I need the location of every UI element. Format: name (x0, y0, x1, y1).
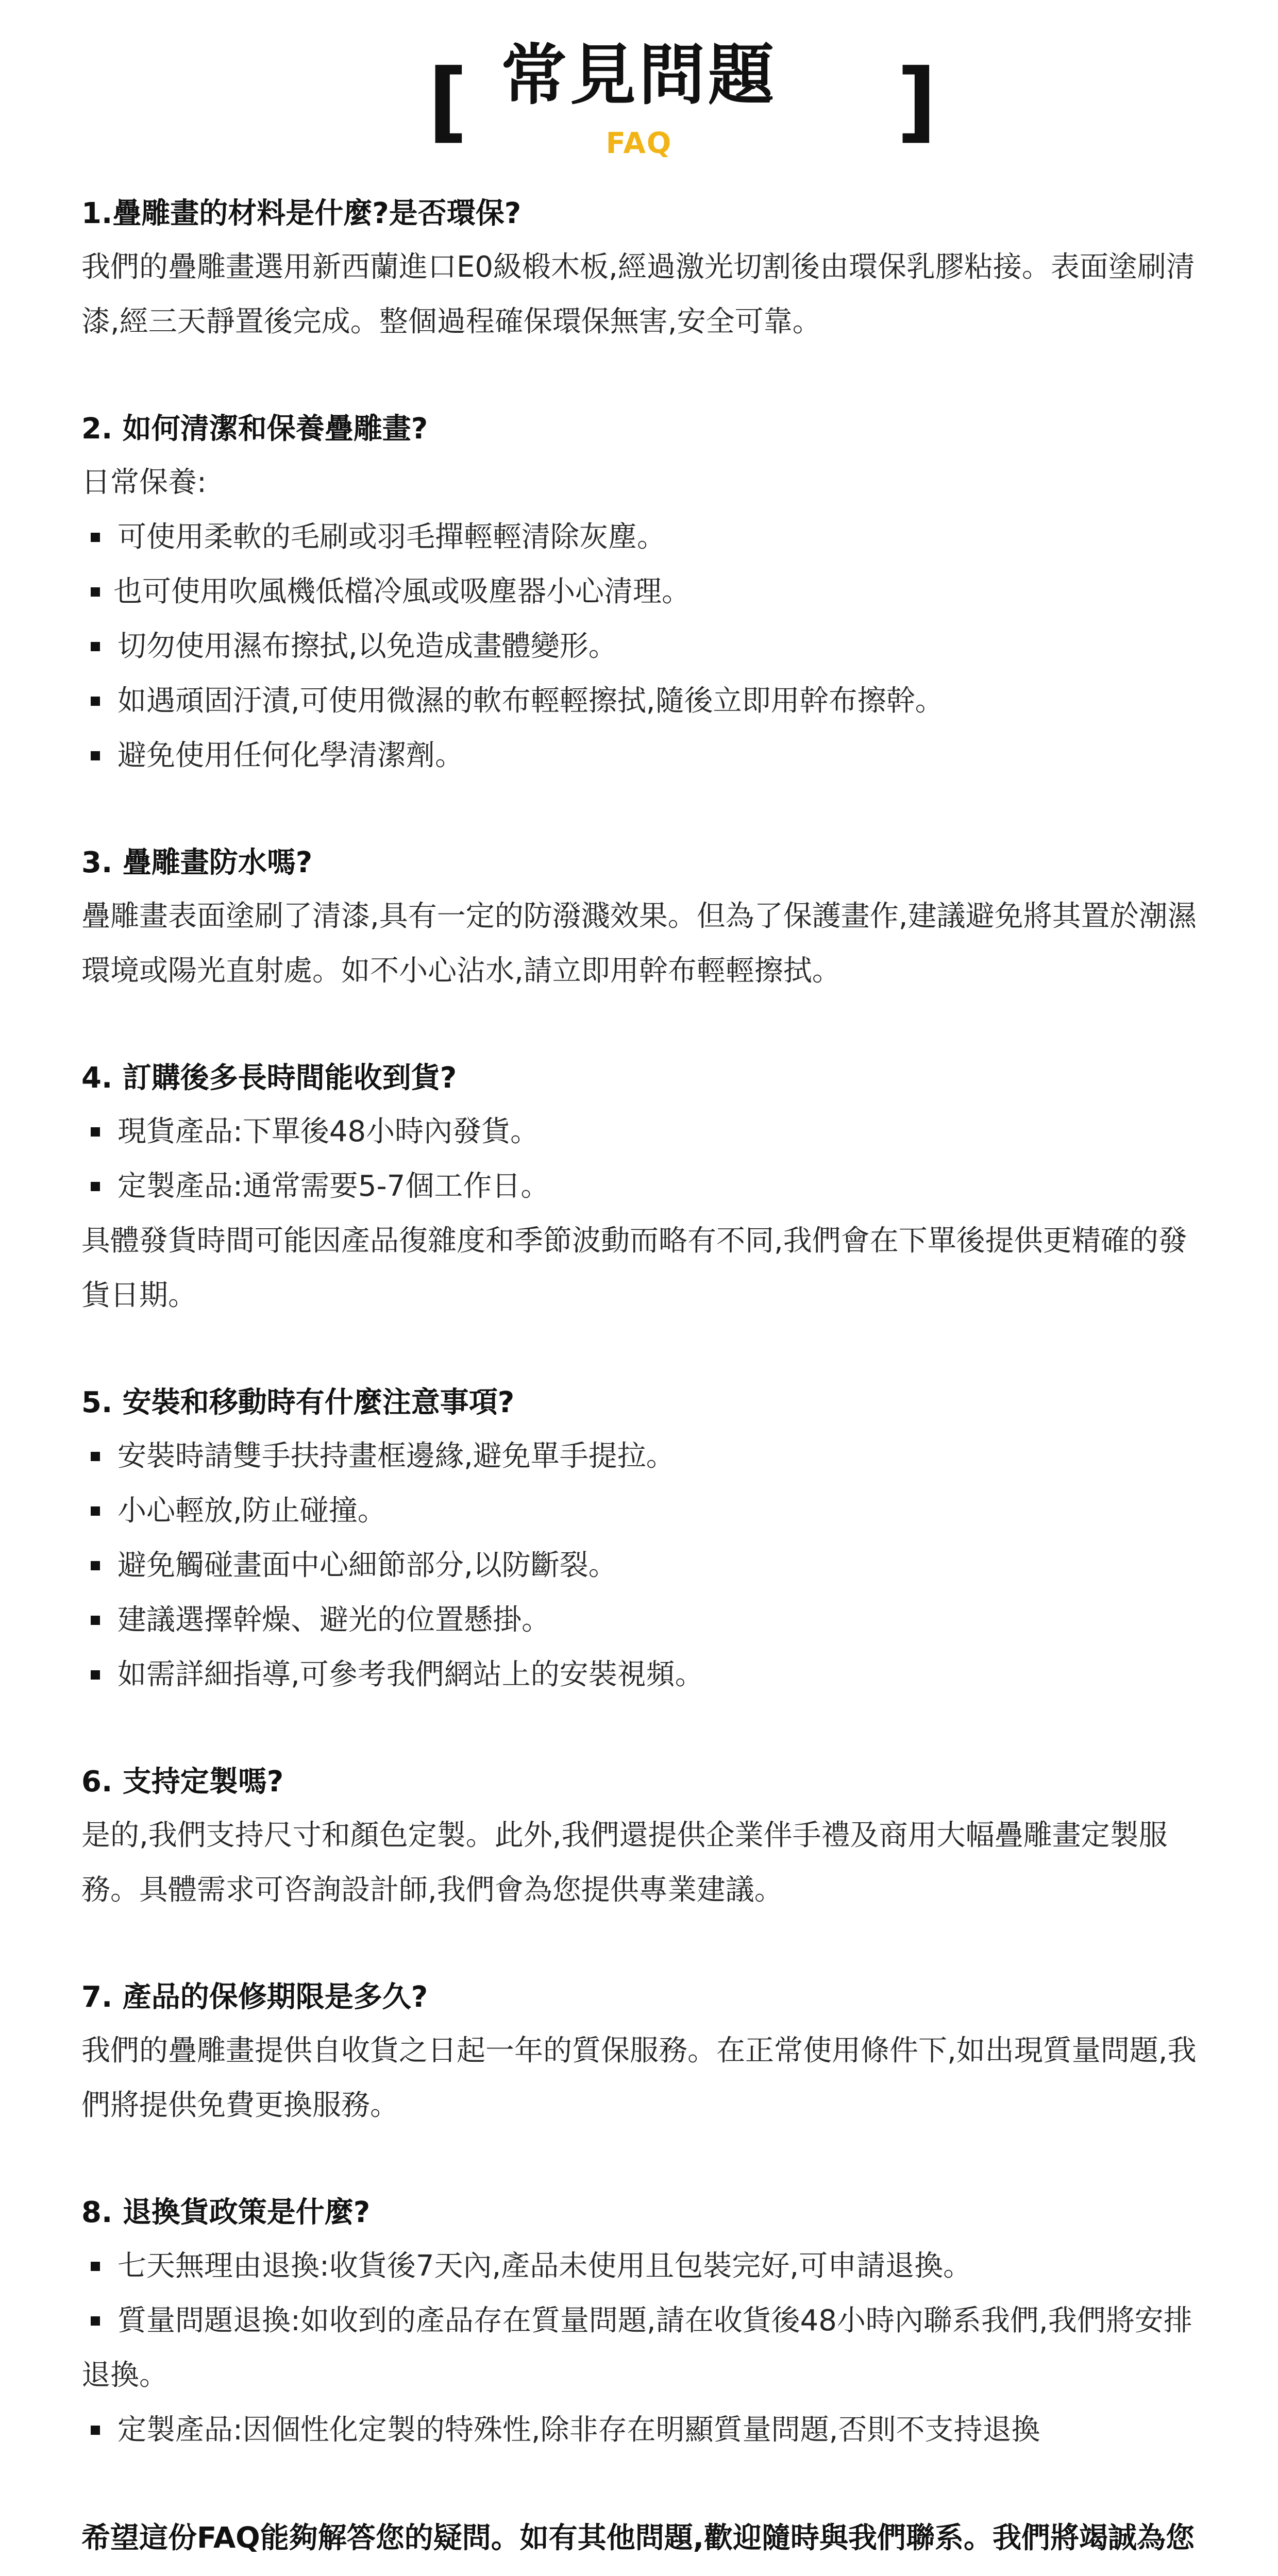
bullet-item (81, 619, 1197, 674)
faq-item (81, 1052, 1197, 1323)
faq-answer-note: 具體發貨時間可能因產品復雜度和季節波動而略有不同,我們會在下單後提供更精確的發貨日期。 (81, 1224, 1187, 1312)
bullet-text: 如需詳細指導,可參考我們網站上的安裝視頻。 (117, 1658, 704, 1691)
bullet-text: 建議選擇幹燥、避光的位置懸掛。 (117, 1603, 550, 1637)
bullet-item (81, 1484, 1197, 1538)
bullet-icon (91, 1561, 100, 1570)
bullet-item (81, 1105, 1197, 1159)
faq-answer-intro: 日常保養: (81, 466, 207, 499)
bullet-icon (91, 533, 100, 542)
bullet-icon (91, 1670, 100, 1680)
faq-list (81, 188, 1197, 2576)
faq-item (81, 1377, 1197, 1702)
faq-item (81, 188, 1197, 349)
faq-question: 2. 如何清潔和保養疊雕畫? (81, 412, 428, 446)
bullet-text: 避免使用任何化學清潔劑。 (117, 739, 464, 772)
bullet-item (81, 2403, 1197, 2458)
bullet-text: 避免觸碰畫面中心細節部分,以防斷裂。 (117, 1549, 617, 1582)
faq-question: 1.疊雕畫的材料是什麼?是否環保? (81, 197, 522, 230)
bullet-text: 也可使用吹風機低檔冷風或吸塵器小心清理。 (113, 575, 691, 608)
bullet-item (81, 565, 1197, 619)
bullet-item (81, 1159, 1197, 1214)
bullet-icon (91, 1182, 100, 1191)
bullet-item (81, 1593, 1197, 1648)
faq-question: 3. 疊雕畫防水嗎? (81, 846, 313, 879)
faq-closing-block (81, 2511, 1197, 2576)
bullet-icon (91, 697, 100, 706)
bullet-text: 可使用柔軟的毛刷或羽毛撣輕輕清除灰塵。 (117, 520, 666, 554)
bullet-item (81, 1648, 1197, 1702)
bullet-icon (91, 642, 100, 651)
faq-item (81, 1756, 1197, 1918)
bullet-item (81, 2294, 1197, 2403)
bullet-icon (91, 751, 100, 760)
closing-message: 希望這份FAQ能夠解答您的疑問。如有其他問題,歡迎隨時與我們聯系。我們將竭誠為您 (81, 2521, 1195, 2555)
page-subtitle: FAQ (606, 127, 672, 160)
page-title: 常見問題 (500, 37, 777, 114)
faq-item (81, 1971, 1197, 2133)
faq-item (81, 837, 1197, 998)
faq-question: 5. 安裝和移動時有什麼注意事項? (81, 1386, 515, 1419)
bullet-item (81, 674, 1197, 728)
faq-question: 6. 支持定製嗎? (81, 1765, 284, 1799)
bullet-item (81, 1429, 1197, 1484)
bullet-item (81, 1538, 1197, 1593)
bullet-icon (91, 2262, 100, 2271)
bullet-item (81, 510, 1197, 565)
faq-answer: 是的,我們支持尺寸和顏色定製。此外,我們還提供企業伴手禮及商用大幅疊雕畫定製服務。具體需求可咨詢設計師,我們會為您提供專業建議。 (81, 1819, 1168, 1907)
left-bracket: [ (428, 50, 468, 152)
bullet-text: 小心輕放,防止碰撞。 (117, 1494, 386, 1528)
bullet-icon (91, 2316, 100, 2326)
bullet-text: 七天無理由退換:收貨後7天內,產品未使用且包裝完好,可申請退換。 (117, 2249, 972, 2283)
bullet-text: 切勿使用濕布擦拭,以免造成畫體變形。 (117, 630, 617, 663)
bullet-text: 如遇頑固汙漬,可使用微濕的軟布輕輕擦拭,隨後立即用幹布擦幹。 (117, 684, 944, 718)
right-bracket: ] (897, 50, 937, 152)
bullet-icon (91, 1127, 100, 1137)
bullet-icon (91, 1506, 100, 1516)
bullet-text: 質量問題退換:如收到的產品存在質量問題,請在收貨後48小時內聯系我們,我們將安排退換。 (81, 2304, 1192, 2392)
faq-item (81, 403, 1197, 783)
bullet-icon (91, 2426, 100, 2435)
bullet-icon (91, 1616, 100, 1625)
bullet-text: 現貨產品:下單後48小時內發貨。 (117, 1115, 540, 1148)
faq-answer: 疊雕畫表面塗刷了清漆,具有一定的防潑濺效果。但為了保護畫作,建議避免將其置於潮濕環境或陽光直射處。如不小心沾水,請立即用幹布輕輕擦拭。 (81, 900, 1197, 988)
bullet-item (81, 728, 1197, 783)
faq-question: 4. 訂購後多長時間能收到貨? (81, 1061, 457, 1095)
faq-question: 8. 退換貨政策是什麼? (81, 2196, 371, 2229)
faq-answer: 我們的疊雕畫選用新西蘭進口E0級椴木板,經過激光切割後由環保乳膠粘接。表面塗刷清漆,經三天靜置後完成。整個過程確保環保無害,安全可靠。 (81, 250, 1195, 338)
page-header (81, 0, 1197, 170)
bullet-icon (91, 587, 100, 597)
faq-item (81, 2187, 1197, 2458)
bullet-text: 安裝時請雙手扶持畫框邊緣,避免單手提拉。 (117, 1439, 675, 1473)
faq-answer: 我們的疊雕畫提供自收貨之日起一年的質保服務。在正常使用條件下,如出現質量問題,我們將提供免費更換服務。 (81, 2034, 1197, 2122)
bullet-text: 定製產品:因個性化定製的特殊性,除非存在明顯質量問題,否則不支持退換 (117, 2413, 1040, 2447)
faq-question: 7. 產品的保修期限是多久? (81, 1980, 428, 2014)
bullet-text: 定製產品:通常需要5-7個工作日。 (117, 1170, 550, 1203)
bullet-item (81, 2239, 1197, 2294)
bullet-icon (91, 1452, 100, 1461)
